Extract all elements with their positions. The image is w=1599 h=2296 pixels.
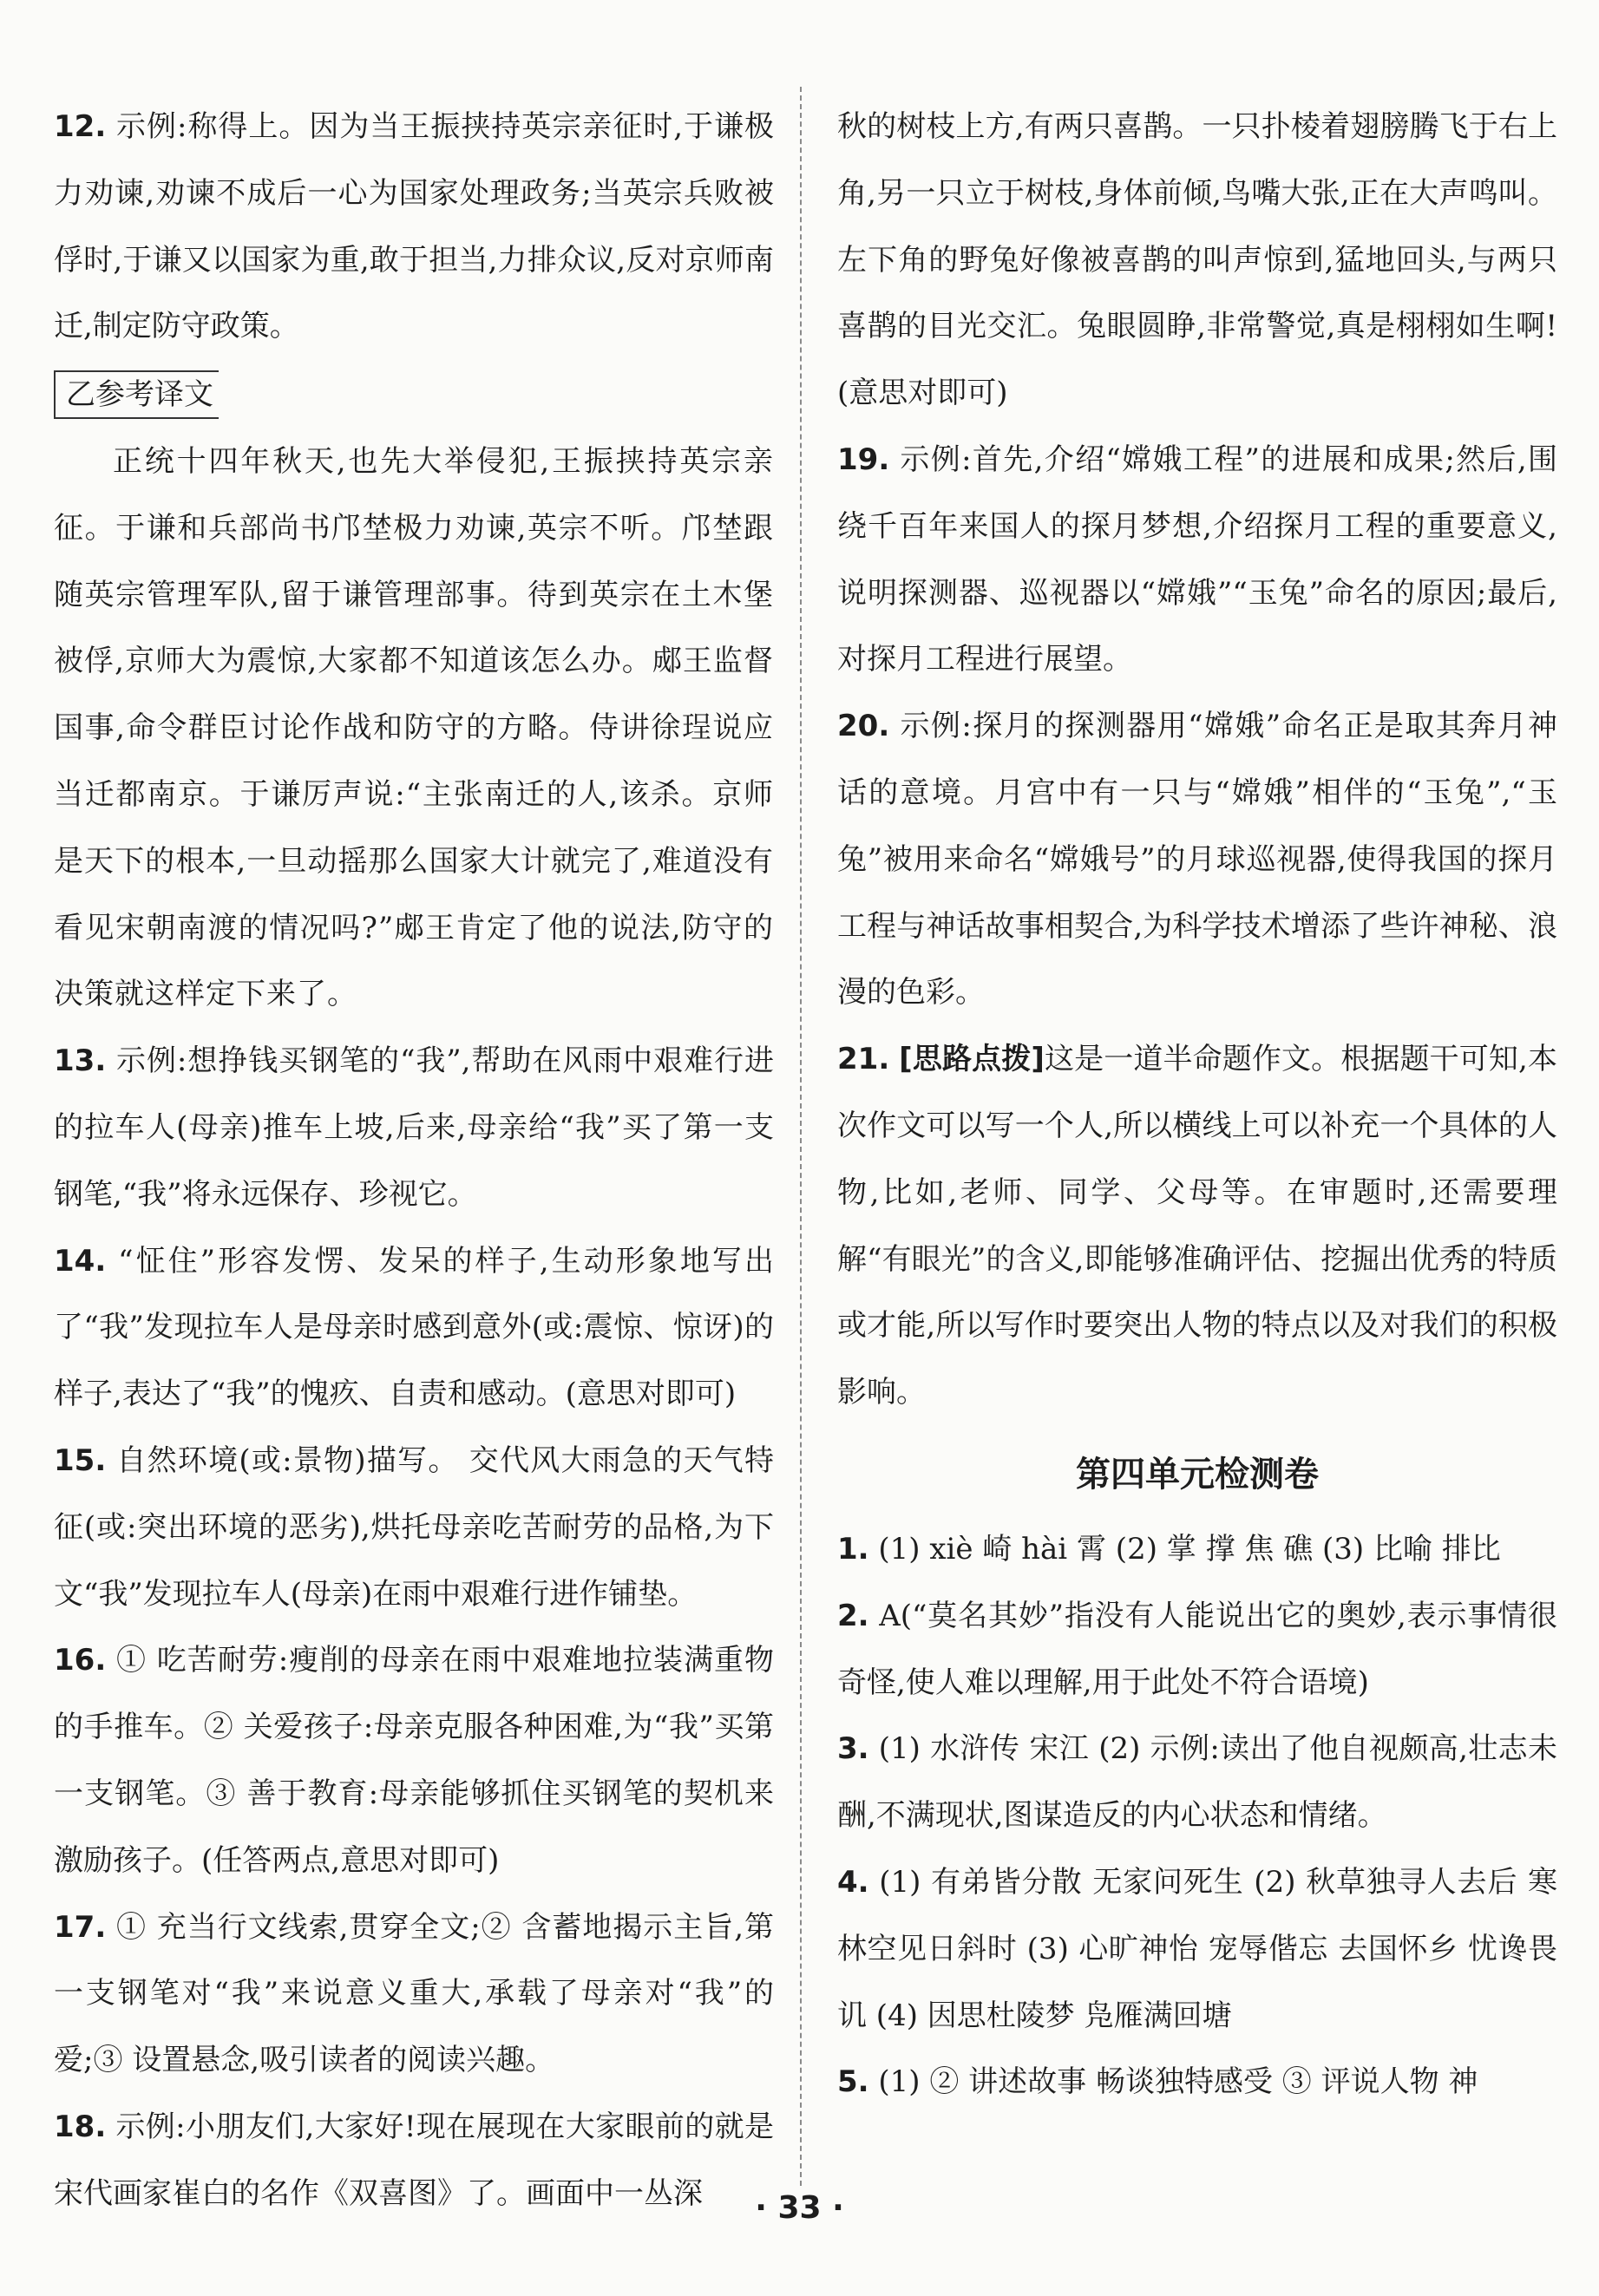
answer-text: ① 吃苦耐劳:瘦削的母亲在雨中艰难地拉装满重物的手推车。② 关爱孩子:母亲克服各种困难,为“我”买第一支钢笔。③ 善于教育:母亲能够抓住买钢笔的契机来激励孩子。(任答两点,意思对即可) <box>54 1643 774 1878</box>
answer-number: 1. <box>837 1531 869 1567</box>
unit4-answer-1 <box>837 1516 1557 1583</box>
answer-14 <box>54 1228 774 1428</box>
section-title: 第四单元检测卷 <box>1076 1454 1319 1495</box>
answer-number: 3. <box>837 1731 869 1767</box>
answer-text: 示例:称得上。因为当王振挟持英宗亲征时,于谦极力劝谏,劝谏不成后一心为国家处理政务;当英宗兵败被俘时,于谦又以国家为重,敢于担当,力排众议,反对京师南迁,制定防守政策。 <box>54 109 774 344</box>
answer-20 <box>837 693 1557 1026</box>
answer-15 <box>54 1428 774 1627</box>
right-column <box>837 94 1557 2116</box>
answer-21 <box>837 1026 1557 1426</box>
answer-number: 15. <box>54 1442 107 1478</box>
left-column <box>54 94 774 2227</box>
answer-text: 这是一道半命题作文。根据题干可知,本次作文可以写一个人,所以横线上可以补充一个具体的人物,比如,老师、同学、父母等。在审题时,还需要理解“有眼光”的含义,即能够准确评估、挖掘出优秀的特质或才能,所以写作时要突出人物的特点以及对我们的积极影响。 <box>837 1042 1557 1410</box>
unit4-answer-4 <box>837 1849 1557 2049</box>
answer-18-continued: 秋的树枝上方,有两只喜鹊。一只扑棱着翅膀腾飞于右上角,另一只立于树枝,身体前倾,鸟嘴大张,正在大声鸣叫。左下角的野兔好像被喜鹊的叫声惊到,猛地回头,与两只喜鹊的目光交汇。兔眼圆睁,非常警觉,真是栩栩如生啊!(意思对即可) <box>837 109 1557 411</box>
answer-number: 17. <box>54 1909 107 1945</box>
answer-text: 示例:想挣钱买钢笔的“我”,帮助在风雨中艰难行进的拉车人(母亲)推车上坡,后来,母亲给“我”买了第一支钢笔,“我”将永远保存、珍视它。 <box>54 1043 774 1212</box>
answer-text: (1) 有弟皆分散 无家问死生 (2) 秋草独寻人去后 寒林空见日斜时 (3) 心旷神怡 宠辱偕忘 去国怀乡 忧谗畏讥 (4) 因思杜陵梦 凫雁满回塘 <box>837 1864 1558 2033</box>
answer-number: 4. <box>837 1864 869 1900</box>
translation-title-box <box>54 370 219 419</box>
answer-number: 13. <box>54 1043 107 1079</box>
page-number: · 33 · <box>755 2190 844 2226</box>
answer-text: A(“莫名其妙”指没有人能说出它的奥妙,表示事情很奇怪,使人难以理解,用于此处不符合语境) <box>837 1598 1558 1700</box>
answer-text: (1) ② 讲述故事 畅谈独特感受 ③ 评说人物 神 <box>878 2064 1478 2100</box>
translation-title: 乙参考译文 <box>66 377 213 413</box>
answer-12 <box>54 94 774 360</box>
answer-number: 18. <box>54 2109 107 2144</box>
answer-19 <box>837 427 1557 693</box>
translation-body: 正统十四年秋天,也先大举侵犯,王振挟持英宗亲征。于谦和兵部尚书邝埜极力劝谏,英宗不听。邝埜跟随英宗管理军队,留于谦管理部事。待到英宗在土木堡被俘,京师大为震惊,大家都不知道该怎么办。郕王监督国事,命令群臣讨论作战和防守的方略。侍讲徐珵说应当迁都南京。于谦厉声说:“主张南迁的人,该杀。京师是天下的根本,一旦动摇那么国家大计就完了,难道没有看见宋朝南渡的情况吗?”郕王肯定了他的说法,防守的决策就这样定下来了。 <box>54 443 774 1012</box>
answer-number: 20. <box>837 709 890 744</box>
answer-number: 2. <box>837 1598 869 1633</box>
answer-text: (1) xiè 崎 hài 霄 (2) 掌 撑 焦 礁 (3) 比喻 排比 <box>878 1531 1501 1567</box>
unit4-answer-2 <box>837 1583 1557 1717</box>
answer-text: (1) 水浒传 宋江 (2) 示例:读出了他自视颇高,壮志未酬,不满现状,图谋造反的内心状态和情绪。 <box>837 1731 1557 1834</box>
answer-number: 16. <box>54 1643 107 1678</box>
hint-label: [思路点拨] <box>899 1042 1045 1077</box>
unit4-answer-3 <box>837 1716 1557 1849</box>
answer-17 <box>54 1894 774 2094</box>
answer-16 <box>54 1627 774 1894</box>
answer-text: “怔住”形容发愣、发呆的样子,生动形象地写出了“我”发现拉车人是母亲时感到意外(或:震惊、惊讶)的样子,表达了“我”的愧疚、自责和感动。(意思对即可) <box>54 1243 774 1412</box>
answer-text: 自然环境(或:景物)描写。 交代风大雨急的天气特征(或:突出环境的恶劣),烘托母亲吃苦耐劳的品格,为下文“我”发现拉车人(母亲)在雨中艰难行进作铺垫。 <box>54 1442 775 1612</box>
answer-text: 示例:小朋友们,大家好!现在展现在大家眼前的就是宋代画家崔白的名作《双喜图》了。画面中一丛深 <box>54 2109 774 2211</box>
answer-text: ① 充当行文线索,贯穿全文;② 含蓄地揭示主旨,第一支钢笔对“我”来说意义重大,承载了母亲对“我”的爱;③ 设置悬念,吸引读者的阅读兴趣。 <box>54 1909 774 2078</box>
answer-number: 14. <box>54 1243 107 1279</box>
answer-text: 示例:探月的探测器用“嫦娥”命名正是取其奔月神话的意境。月宫中有一只与“嫦娥”相伴的“玉兔”,“玉兔”被用来命名“嫦娥号”的月球巡视器,使得我国的探月工程与神话故事相契合,为科学技术增添了些许神秘、浪漫的色彩。 <box>837 709 1557 1011</box>
answer-text: 示例:首先,介绍“嫦娥工程”的进展和成果;然后,围绕千百年来国人的探月梦想,介绍探月工程的重要意义,说明探测器、巡视器以“嫦娥”“玉兔”命名的原因;最后,对探月工程进行展望。 <box>837 442 1557 677</box>
answer-number: 12. <box>54 109 107 144</box>
answer-number: 21. <box>837 1042 890 1077</box>
column-divider <box>800 87 802 2186</box>
answer-13 <box>54 1028 774 1227</box>
answer-number: 19. <box>837 442 890 477</box>
unit4-answer-5 <box>837 2049 1557 2116</box>
answer-number: 5. <box>837 2064 869 2100</box>
